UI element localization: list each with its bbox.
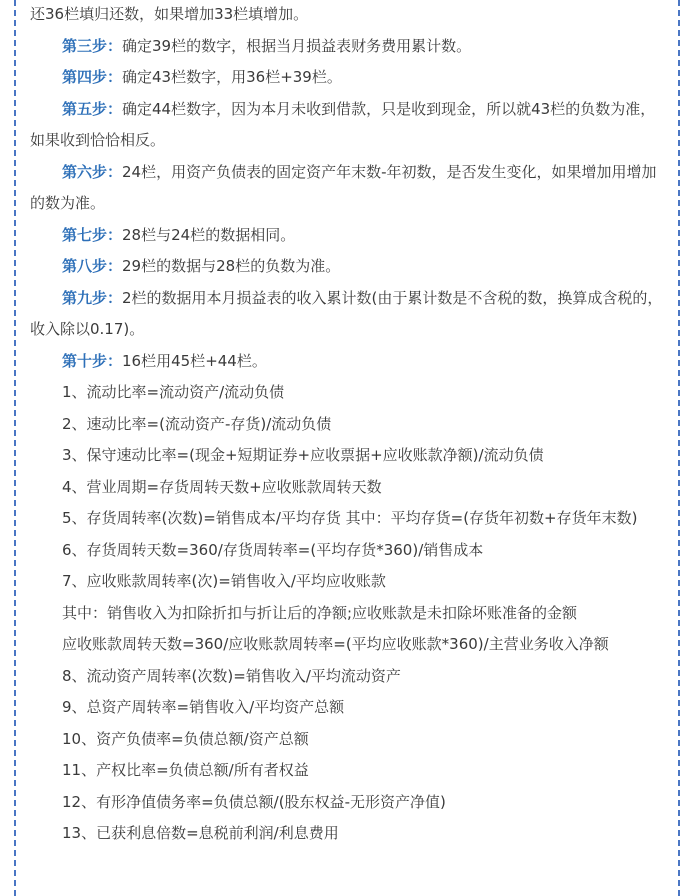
step-text: 29栏的数据与28栏的负数为准。 xyxy=(122,257,341,275)
step-9 xyxy=(30,283,670,346)
formula-item: 2、速动比率=(流动资产-存货)/流动负债 xyxy=(62,414,332,433)
intro-line: 还36栏填归还数，如果增加33栏填增加。 xyxy=(30,5,309,23)
dashed-border-left xyxy=(14,0,16,896)
step-label: 第七步： xyxy=(62,225,123,244)
formula-item: 10、资产负债率=负债总额/资产总额 xyxy=(62,729,309,748)
formula-item: 7、应收账款周转率(次)=销售收入/平均应收账款 xyxy=(62,572,386,590)
step-text: 确定43栏数字，用36栏+39栏。 xyxy=(122,68,342,86)
step-label: 第三步： xyxy=(62,36,123,55)
step-label: 第四步： xyxy=(62,68,123,86)
step-3 xyxy=(30,31,670,63)
step-label: 第五步： xyxy=(62,99,123,118)
formula-item: 3、保守速动比率=(现金+短期证券+应收票据+应收账款净额)/流动负债 xyxy=(62,446,544,464)
step-4 xyxy=(30,62,670,94)
formula-item: 9、总资产周转率=销售收入/平均资产总额 xyxy=(62,698,345,716)
formula-note: 应收账款周转天数=360/应收账款周转率=(平均应收账款*360)/主营业务收入净额 xyxy=(62,635,609,653)
step-label: 第十步： xyxy=(62,351,123,370)
formula-item: 12、有形净值债务率=负债总额/(股东权益-无形资产净值) xyxy=(62,792,446,811)
step-8 xyxy=(30,251,670,283)
dashed-border-right xyxy=(678,0,680,896)
formula-note: 其中：销售收入为扣除折扣与折让后的净额;应收账款是未扣除坏账准备的金额 xyxy=(62,603,578,622)
article-body xyxy=(30,0,670,850)
formula-item: 5、存货周转率(次数)=销售成本/平均存货 其中：平均存货=(存货年初数+存货年末数) xyxy=(62,509,638,527)
step-text: 16栏用45栏+44栏。 xyxy=(122,351,267,370)
formula-item: 1、流动比率=流动资产/流动负债 xyxy=(62,383,285,401)
step-6 xyxy=(30,157,670,220)
step-text: 2栏的数据用本月损益表的收入累计数(由于累计数是不含税的数，换算成含税的，收入除以0.17)。 xyxy=(30,288,663,338)
step-label: 第六步： xyxy=(62,162,123,181)
formula-item: 4、营业周期=存货周转天数+应收账款周转天数 xyxy=(62,477,382,496)
step-7 xyxy=(30,220,670,252)
formula-item: 8、流动资产周转率(次数)=销售收入/平均流动资产 xyxy=(62,666,401,685)
step-10 xyxy=(30,346,670,378)
step-label: 第八步： xyxy=(62,257,123,275)
formula-item: 6、存货周转天数=360/存货周转率=(平均存货*360)/销售成本 xyxy=(62,540,484,559)
step-5 xyxy=(30,94,670,157)
step-text: 确定39栏的数字，根据当月损益表财务费用累计数。 xyxy=(122,36,472,55)
step-text: 确定44栏数字，因为本月未收到借款，只是收到现金，所以就43栏的负数为准，如果收到恰恰相反。 xyxy=(30,99,656,149)
step-text: 24栏，用资产负债表的固定资产年末数-年初数，是否发生变化，如果增加用增加的数为准。 xyxy=(30,162,657,212)
formula-item: 11、产权比率=负债总额/所有者权益 xyxy=(62,761,309,779)
step-text: 28栏与24栏的数据相同。 xyxy=(122,225,296,244)
formula-item: 13、已获利息倍数=息税前利润/利息费用 xyxy=(62,824,339,842)
step-label: 第九步： xyxy=(62,288,123,307)
